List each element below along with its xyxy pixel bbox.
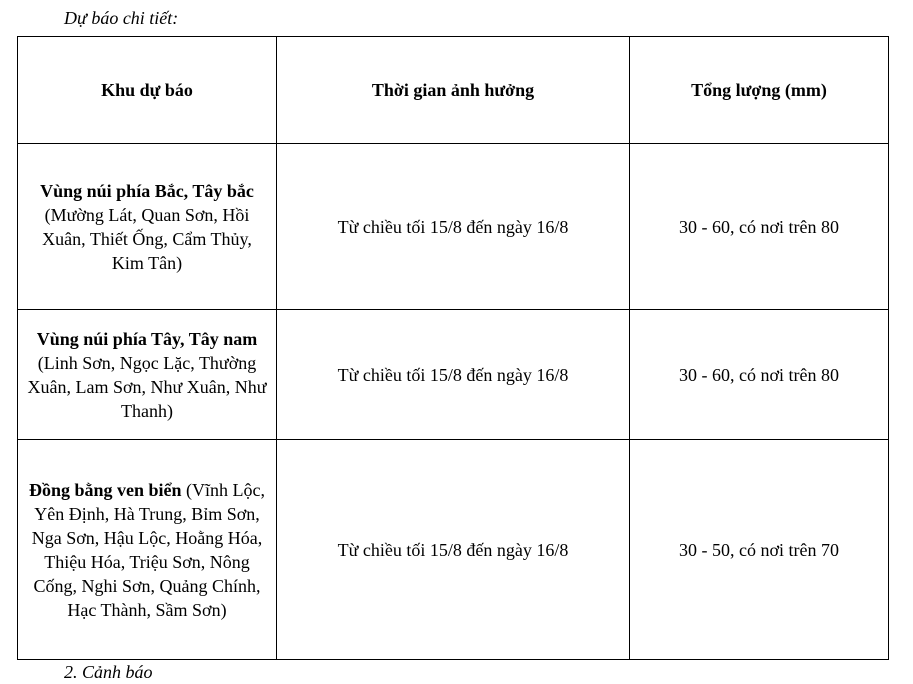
- area-cell: [18, 144, 277, 310]
- header-time: Thời gian ảnh hưởng: [277, 37, 630, 144]
- time-cell: Từ chiều tối 15/8 đến ngày 16/8: [277, 310, 630, 440]
- area-districts: (Linh Sơn, Ngọc Lặc, Thường Xuân, Lam Sơn, Như Xuân, Như Thanh): [27, 352, 267, 421]
- table-row: [18, 310, 889, 440]
- area-cell: [18, 440, 277, 660]
- area-cell: [18, 310, 277, 440]
- header-amount: Tổng lượng (mm): [630, 37, 889, 144]
- area-districts: (Mường Lát, Quan Sơn, Hồi Xuân, Thiết Ống, Cẩm Thủy, Kim Tân): [42, 204, 252, 273]
- area-name: Đồng bằng ven biển: [28, 479, 182, 500]
- area-name: Vùng núi phía Bắc, Tây bắc: [40, 180, 254, 201]
- amount-cell: 30 - 50, có nơi trên 70: [630, 440, 889, 660]
- table-row: [18, 144, 889, 310]
- table-row: [18, 440, 889, 660]
- time-cell: Từ chiều tối 15/8 đến ngày 16/8: [277, 440, 630, 660]
- area-name: Vùng núi phía Tây, Tây nam: [36, 328, 258, 349]
- forecast-table: [17, 36, 889, 660]
- area-districts: (Vĩnh Lộc, Yên Định, Hà Trung, Bỉm Sơn, Nga Sơn, Hậu Lộc, Hoằng Hóa, Thiệu Hóa, Triệu Sơn, Nông Cống, Nghi Sơn, Quảng Chính, Hạc Thành, Sầm Sơn): [31, 479, 266, 620]
- section-heading: Dự báo chi tiết:: [64, 8, 179, 28]
- header-area: Khu dự báo: [18, 37, 277, 144]
- amount-cell: 30 - 60, có nơi trên 80: [630, 310, 889, 440]
- time-cell: Từ chiều tối 15/8 đến ngày 16/8: [277, 144, 630, 310]
- table-header-row: [18, 37, 889, 144]
- next-section-heading: 2. Cảnh báo: [64, 662, 153, 682]
- amount-cell: 30 - 60, có nơi trên 80: [630, 144, 889, 310]
